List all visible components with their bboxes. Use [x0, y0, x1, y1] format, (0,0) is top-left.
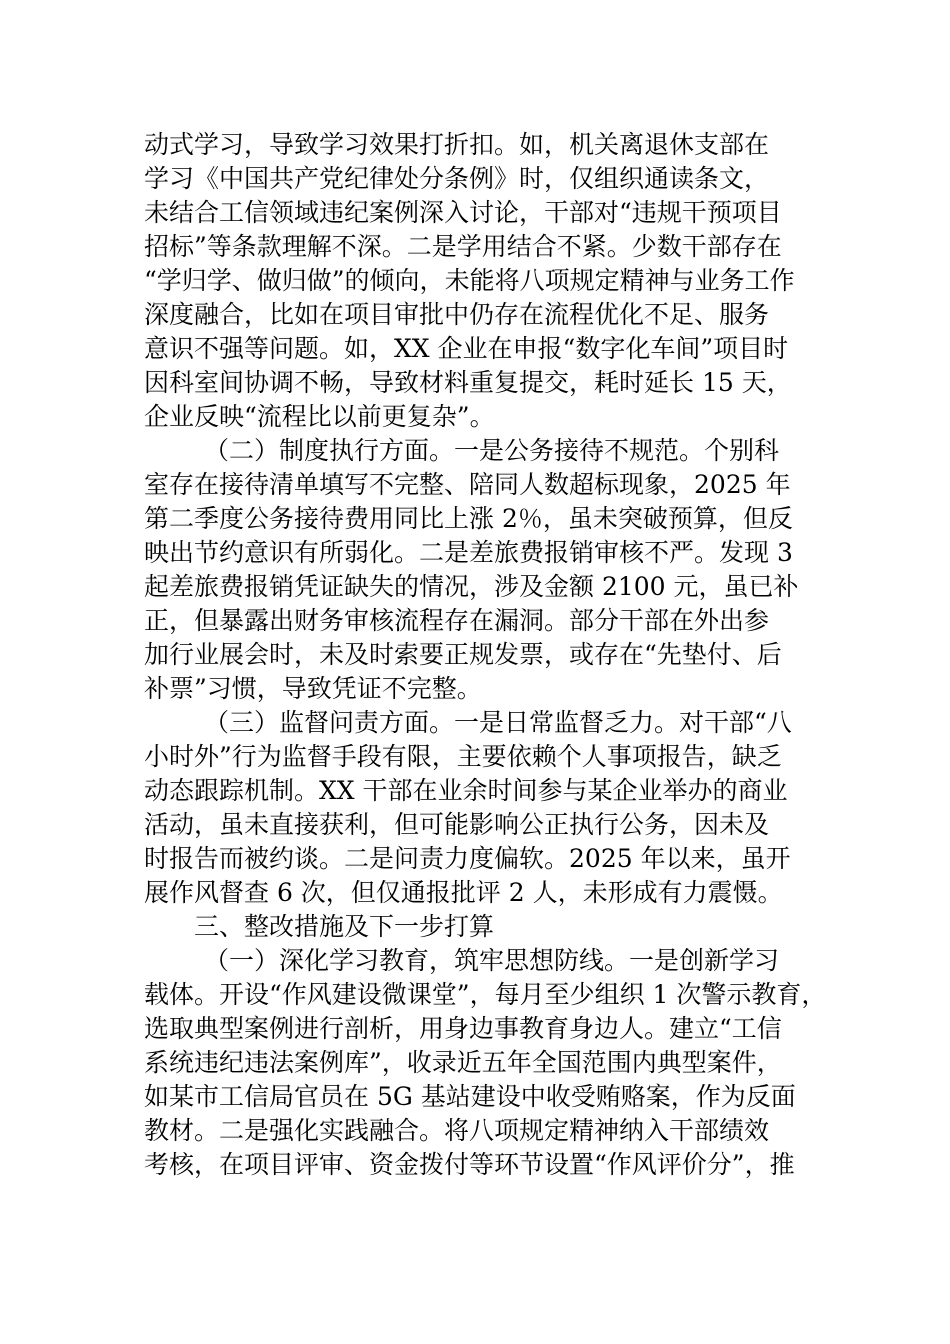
body-line: 深度融合，比如在项目审批中仍存在流程优化不足、服务 — [144, 300, 770, 329]
body-line: 动态跟踪机制。XX 干部在业余时间参与某企业举办的商业 — [144, 776, 788, 805]
body-line: 企业反映“流程比以前更复杂”。 — [144, 402, 495, 431]
chapter-heading: 三、整改措施及下一步打算 — [194, 912, 495, 941]
body-line: 教材。二是强化实践融合。将八项规定精神纳入干部绩效 — [144, 1116, 770, 1145]
body-line: 考核，在项目评审、资金拨付等环节设置“作风评价分”，推 — [144, 1150, 795, 1179]
section-heading-line: （二）制度执行方面。一是公务接待不规范。个别科 — [204, 436, 780, 465]
body-line: 学习《中国共产党纪律处分条例》时，仅组织通读条文， — [144, 164, 770, 193]
body-line: 起差旅费报销凭证缺失的情况，涉及金额 2100 元，虽已补 — [144, 572, 799, 601]
document-body — [144, 128, 827, 1182]
body-line: 因科室间协调不畅，导致材料重复提交，耗时延长 15 天， — [144, 368, 792, 397]
body-line: 未结合工信领域违纪案例深入讨论，干部对“违规干预项目 — [144, 198, 782, 227]
body-line: 系统违纪违法案例库”，收录近五年全国范围内典型案件， — [144, 1048, 782, 1077]
body-line: 加行业展会时，未及时索要正规发票，或存在“先垫付、后 — [144, 640, 782, 669]
body-line: 招标”等条款理解不深。二是学用结合不紧。少数干部存在 — [144, 232, 782, 261]
body-line: 第二季度公务接待费用同比上涨 2％，虽未突破预算，但反 — [144, 504, 793, 533]
body-line: 正，但暴露出财务审核流程存在漏洞。部分干部在外出参 — [144, 606, 770, 635]
section-heading-line: （一）深化学习教育，筑牢思想防线。一是创新学习 — [204, 946, 780, 975]
body-line: 载体。开设“作风建设微课堂”，每月至少组织 1 次警示教育， — [144, 980, 827, 1009]
section-heading-line: （三）监督问责方面。一是日常监督乏力。对干部“八 — [204, 708, 792, 737]
body-line: 意识不强等问题。如，XX 企业在申报“数字化车间”项目时 — [144, 334, 789, 363]
body-line: 动式学习，导致学习效果打折扣。如，机关离退休支部在 — [144, 130, 770, 159]
body-line: “学归学、做归做”的倾向，未能将八项规定精神与业务工作 — [144, 266, 795, 295]
body-line: 补票”习惯，导致凭证不完整。 — [144, 674, 482, 703]
body-line: 室存在接待清单填写不完整、陪同人数超标现象，2025 年 — [144, 470, 791, 499]
body-line: 映出节约意识有所弱化。二是差旅费报销审核不严。发现 3 — [144, 538, 793, 567]
body-line: 选取典型案例进行剖析，用身边事教育身边人。建立“工信 — [144, 1014, 782, 1043]
body-line: 如某市工信局官员在 5G 基站建设中收受贿赂案，作为反面 — [144, 1082, 796, 1111]
body-line: 时报告而被约谈。二是问责力度偏软。2025 年以来，虽开 — [144, 844, 791, 873]
body-line: 活动，虽未直接获利，但可能影响公正执行公务，因未及 — [144, 810, 770, 839]
body-line: 小时外”行为监督手段有限，主要依赖个人事项报告，缺乏 — [144, 742, 782, 771]
body-line: 展作风督查 6 次，但仅通报批评 2 人，未形成有力震慑。 — [144, 878, 783, 907]
